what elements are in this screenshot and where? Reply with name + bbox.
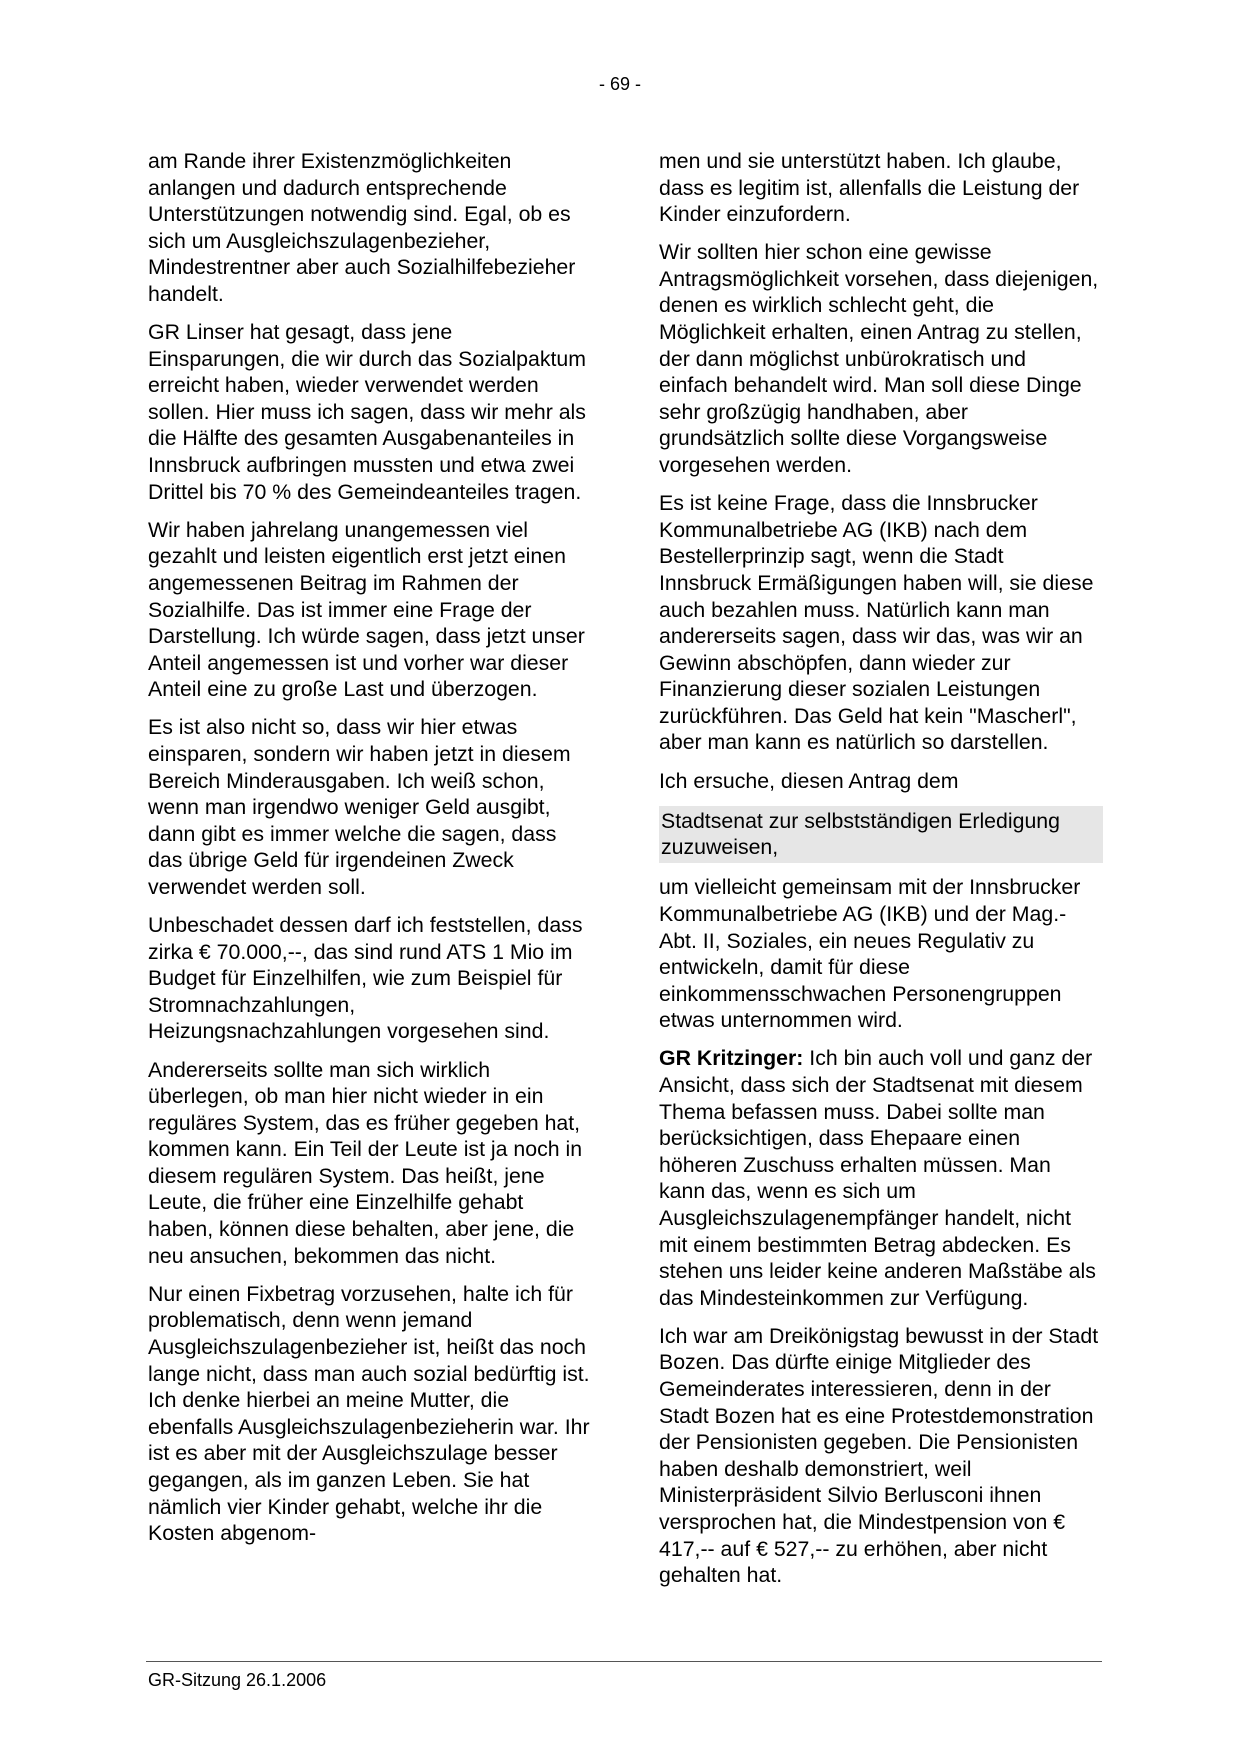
paragraph: um vielleicht gemeinsam mit der Innsbrucker Kommunalbetriebe AG (IKB) und der Mag.-Abt. II, Soziales, ein neues Regulativ zu entwickeln, damit für diese einkommensschwachen Personengruppen etwas unternommen wird. <box>659 875 1081 1033</box>
paragraph: Wir sollten hier schon eine gewisse Antragsmöglichkeit vorsehen, dass diejenigen, denen es wirklich schlecht geht, die Möglichkeit erhalten, einen Antrag zu stellen, der dann möglichst unbürokratisch und einfach behandelt wird. Man soll diese Dinge sehr großzügig handhaben, aber grundsätzlich sollte diese Vorgangsweise vorgesehen werden. <box>659 240 1099 478</box>
speaker-text: Ich bin auch voll und ganz der Ansicht, dass sich der Stadtsenat mit diesem Thema befassen muss. Dabei sollte man berücksichtigen, dass Ehepaare einen höheren Zuschuss erhalten müssen. Man kann das, wenn es sich um Ausgleichszulagenempfänger handelt, nicht mit einem bestimmten Betrag abdecken. Es stehen uns leider keine anderen Maßstäbe als das Mindesteinkommen zur Verfügung. <box>659 1046 1096 1310</box>
paragraph: GR Linser hat gesagt, dass jene Einsparungen, die wir durch das Sozialpaktum erreicht haben, wieder verwendet werden sollen. Hier muss ich sagen, dass wir mehr als die Hälfte des gesamten Ausgabenanteiles in Innsbruck aufbringen mussten und etwa zwei Drittel bis 70 % des Gemeindeanteiles tragen. <box>148 320 587 504</box>
speaker-name: GR Kritzinger: <box>659 1046 804 1071</box>
footer-divider <box>146 1661 1102 1662</box>
paragraph: Ich ersuche, diesen Antrag dem <box>659 768 959 793</box>
paragraph: Unbeschadet dessen darf ich feststellen, dass zirka € 70.000,--, das sind rund ATS 1 Mio im Budget für Einzelhilfen, wie zum Beispiel für Stromnachzahlungen, Heizungsnachzahlungen vorgesehen sind. <box>148 913 583 1044</box>
left-column <box>148 148 590 1558</box>
highlighted-motion: Stadtsenat zur selbstständigen Erledigung zuzuweisen, <box>659 806 1103 863</box>
paragraph: Es ist keine Frage, dass die Innsbrucker Kommunalbetriebe AG (IKB) nach dem Bestellerprinzip sagt, wenn die Stadt Innsbruck Ermäßigungen haben will, sie diese auch bezahlen muss. Natürlich kann man andererseits sagen, dass wir das, was wir an Gewinn abschöpfen, dann wieder zur Finanzierung dieser sozialen Leistungen zurückführen. Das Geld hat kein "Mascherl", aber man kann es natürlich so darstellen. <box>659 491 1094 755</box>
paragraph: men und sie unterstützt haben. Ich glaube, dass es legitim ist, allenfalls die Leistung der Kinder einzufordern. <box>659 149 1080 227</box>
paragraph: Ich war am Dreikönigstag bewusst in der Stadt Bozen. Das dürfte einige Mitglieder des Gemeinderates interessieren, denn in der Stadt Bozen hat es eine Protestdemonstration der Pensionisten gegeben. Die Pensionisten haben deshalb demonstriert, weil Ministerpräsident Silvio Berlusconi ihnen versprochen hat, die Mindestpension von € 417,-- auf € 527,-- zu erhöhen, aber nicht gehalten hat. <box>659 1323 1099 1588</box>
footer-session-date: GR-Sitzung 26.1.2006 <box>148 1670 327 1690</box>
paragraph: Andererseits sollte man sich wirklich überlegen, ob man hier nicht wieder in ein reguläres System, das es früher gegeben hat, kommen kann. Ein Teil der Leute ist ja noch in diesem regulären System. Das heißt, jene Leute, die früher eine Einzelhilfe gehabt haben, können diese behalten, aber jene, die neu ansuchen, bekommen das nicht. <box>148 1057 583 1268</box>
paragraph: Nur einen Fixbetrag vorzusehen, halte ich für problematisch, denn wenn jemand Ausgleichszulagenbezieher ist, heißt das noch lange nicht, dass man auch sozial bedürftig ist. Ich denke hierbei an meine Mutter, die ebenfalls Ausgleichszulagenbezieherin war. Ihr ist es aber mit der Ausgleichszulage besser gegangen, als im ganzen Leben. Sie hat nämlich vier Kinder gehabt, welche ihr die Kosten abgenom- <box>148 1281 590 1546</box>
paragraph: Wir haben jahrelang unangemessen viel gezahlt und leisten eigentlich erst jetzt einen angemessenen Beitrag im Rahmen der Sozialhilfe. Das ist immer eine Frage der Darstellung. Ich würde sagen, dass jetzt unser Anteil angemessen ist und vorher war dieser Anteil eine zu große Last und überzogen. <box>148 517 585 702</box>
speaker-paragraph <box>659 1045 1099 1311</box>
page-number: - 69 - <box>598 74 641 94</box>
paragraph: Es ist also nicht so, dass wir hier etwas einsparen, sondern wir haben jetzt in diesem Bereich Minderausgaben. Ich weiß schon, wenn man irgendwo weniger Geld ausgibt, dann gibt es immer welche die sagen, dass das übrige Geld für irgendeinen Zweck verwendet werden soll. <box>148 715 571 899</box>
paragraph: am Rande ihrer Existenzmöglichkeiten anlangen und dadurch entsprechende Unterstützungen notwendig sind. Egal, ob es sich um Ausgleichszulagenbezieher, Mindestrentner aber auch Sozialhilfebezieher handelt. <box>148 149 576 306</box>
right-column <box>659 148 1099 1600</box>
